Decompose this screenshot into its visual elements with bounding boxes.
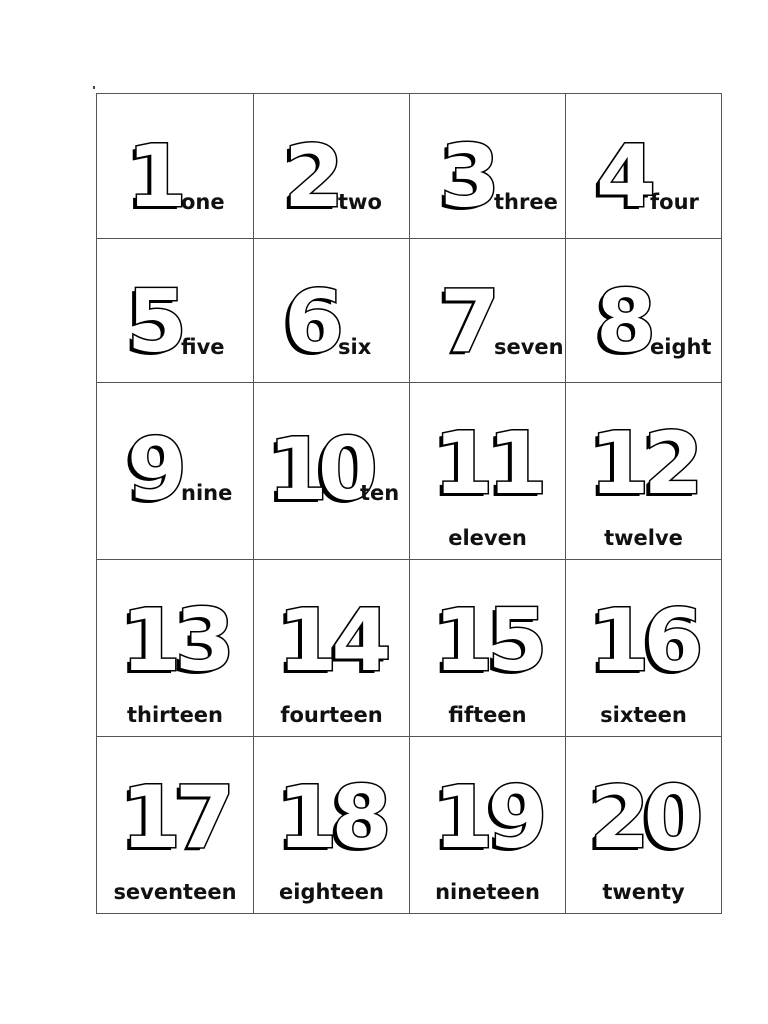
numeral: 11 xyxy=(433,414,542,514)
number-word: twelve xyxy=(604,526,683,550)
numeral: 7 xyxy=(440,272,494,372)
numeral: 5 xyxy=(127,272,181,372)
number-word: fourteen xyxy=(280,703,383,727)
number-word: ten xyxy=(360,481,400,505)
numeral: 4 xyxy=(596,127,650,227)
number-card-15 xyxy=(410,560,566,737)
numeral: 12 xyxy=(589,414,698,514)
numeral: 17 xyxy=(121,768,229,868)
number-word: six xyxy=(338,335,372,359)
number-card-13 xyxy=(97,560,254,737)
number-word: sixteen xyxy=(600,703,687,727)
number-card-8 xyxy=(566,239,721,383)
number-card-4 xyxy=(566,94,721,239)
number-word: two xyxy=(338,190,382,214)
number-card-2 xyxy=(254,94,410,239)
number-word: three xyxy=(494,190,558,214)
number-card-19 xyxy=(410,737,566,913)
number-chart-grid xyxy=(96,93,722,914)
number-word: eighteen xyxy=(279,880,384,904)
number-word: nineteen xyxy=(435,880,540,904)
number-word: thirteen xyxy=(126,703,224,727)
numeral: 3 xyxy=(440,127,494,227)
number-card-9 xyxy=(97,383,254,560)
number-card-6 xyxy=(254,239,410,383)
numeral: 16 xyxy=(589,591,698,691)
number-word: eight xyxy=(650,335,712,359)
number-card-5 xyxy=(97,239,254,383)
numeral: 8 xyxy=(596,272,650,372)
numeral: 13 xyxy=(121,591,229,691)
number-card-12 xyxy=(566,383,721,560)
numeral: 6 xyxy=(284,272,338,372)
numeral: 15 xyxy=(433,591,542,691)
number-word: twenty xyxy=(602,880,685,904)
number-card-16 xyxy=(566,560,721,737)
numeral: 9 xyxy=(127,420,181,520)
numeral: 20 xyxy=(589,768,698,868)
numeral: 2 xyxy=(284,127,338,227)
number-word: seventeen xyxy=(113,880,237,904)
page-corner-mark xyxy=(93,86,95,89)
numeral: 19 xyxy=(433,768,542,868)
number-word: nine xyxy=(181,481,233,505)
number-card-10 xyxy=(254,383,410,560)
number-word: seven xyxy=(494,335,564,359)
number-card-18 xyxy=(254,737,410,913)
numeral: 1 xyxy=(127,127,181,227)
number-word: eleven xyxy=(448,526,527,550)
number-card-17 xyxy=(97,737,254,913)
numeral: 14 xyxy=(277,591,386,691)
number-word: five xyxy=(181,335,225,359)
number-word: four xyxy=(650,190,699,214)
numeral: 18 xyxy=(277,768,386,868)
number-card-3 xyxy=(410,94,566,239)
number-card-14 xyxy=(254,560,410,737)
number-card-20 xyxy=(566,737,721,913)
number-word: fifteen xyxy=(448,703,527,727)
number-card-1 xyxy=(97,94,254,239)
number-word: one xyxy=(181,190,225,214)
number-card-7 xyxy=(410,239,566,383)
numeral: 10 xyxy=(268,420,368,520)
number-card-11 xyxy=(410,383,566,560)
